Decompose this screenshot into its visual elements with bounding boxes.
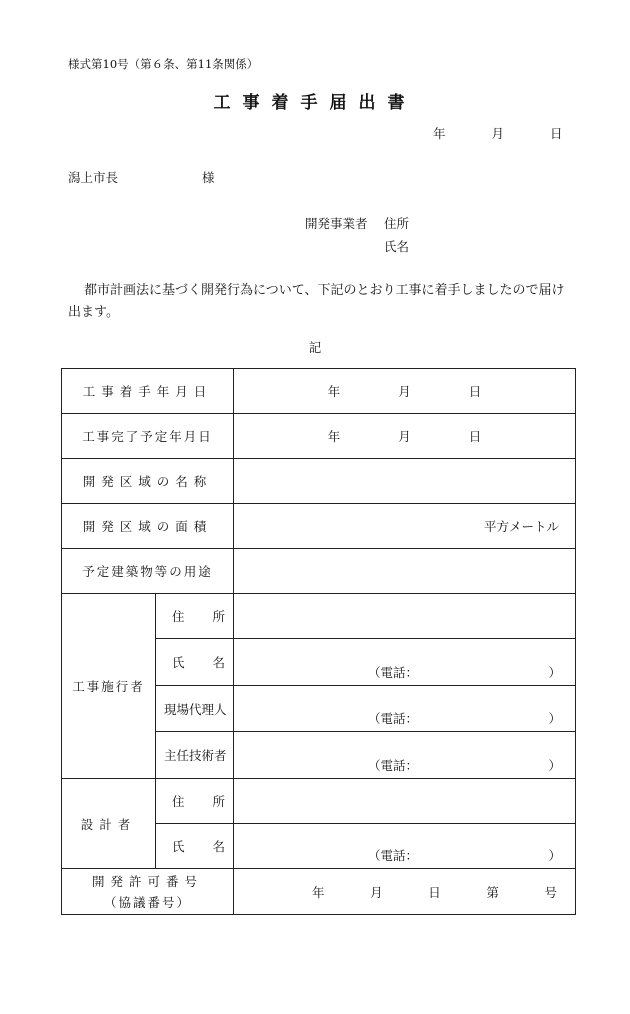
designer-name-field[interactable]: [234, 824, 576, 869]
building-use-field[interactable]: [234, 549, 576, 594]
name-char-1: 氏: [172, 839, 185, 854]
area-size-field[interactable]: [234, 504, 576, 549]
designer-address-label: [156, 779, 234, 824]
address-char-1: 住: [172, 794, 185, 809]
start-day: 日: [468, 384, 482, 399]
body-text: 都市計画法に基づく開発行為について、下記のとおり工事に着手しましたので届け出ます。: [68, 283, 565, 320]
date-year-label: 年: [433, 126, 446, 141]
name-char-1: 氏: [172, 655, 185, 670]
start-date-label: 工事着手年月日: [62, 369, 234, 414]
permit-year: 年: [312, 884, 325, 900]
designer-name-label: [156, 824, 234, 869]
phone-label: （電話：: [368, 665, 419, 680]
phone-label: （電話：: [368, 848, 419, 863]
chief-engineer-label: 主任技術者: [156, 732, 234, 779]
area-name-label: 開発区域の名称: [62, 459, 234, 504]
date-month-label: 月: [491, 126, 505, 141]
start-date-field[interactable]: [234, 369, 576, 414]
permit-gou: 号: [544, 884, 557, 900]
permit-dai: 第: [486, 884, 499, 900]
designer-label: 設計者: [62, 779, 156, 869]
applicant-address-label: 住所: [384, 216, 410, 231]
row-area-size: [62, 504, 576, 549]
addressee: [68, 168, 215, 186]
end-day: 日: [468, 429, 482, 444]
contractor-name-field[interactable]: [234, 639, 576, 686]
submission-date: [433, 124, 563, 142]
address-char-2: 所: [212, 794, 226, 809]
site-agent-field[interactable]: [234, 686, 576, 732]
site-agent-label: 現場代理人: [156, 686, 234, 732]
permit-month: 月: [370, 884, 383, 900]
end-year: 年: [327, 429, 341, 444]
phone-close: ）: [548, 711, 562, 726]
address-char-2: 所: [212, 609, 226, 624]
start-month: 月: [398, 384, 411, 399]
contractor-label: 工事施行者: [62, 594, 156, 779]
area-name-field[interactable]: [234, 459, 576, 504]
row-start-date: [62, 369, 576, 414]
address-char-1: 住: [172, 609, 185, 624]
date-day-label: 日: [550, 126, 563, 141]
applicant-name-label: 氏名: [384, 239, 410, 254]
permit-label-1: 開発許可番号: [92, 873, 204, 889]
end-date-field[interactable]: [234, 414, 576, 459]
row-contractor-address: [62, 594, 576, 639]
chief-engineer-field[interactable]: [234, 732, 576, 779]
form-number: 様式第10号（第６条、第11条関係）: [68, 57, 259, 71]
phone-close: ）: [548, 665, 562, 680]
permit-label: [62, 869, 234, 915]
phone-label: （電話：: [368, 758, 419, 773]
phone-label: （電話：: [368, 711, 419, 726]
building-use-label: 予定建築物等の用途: [62, 549, 234, 594]
row-area-name: [62, 459, 576, 504]
permit-label-2: （協議番号）: [104, 894, 192, 910]
contractor-address-field[interactable]: [234, 594, 576, 639]
row-designer-address: [62, 779, 576, 824]
applicant-role: 開発事業者: [305, 216, 368, 231]
form-table: [61, 368, 576, 915]
row-permit-number: [62, 869, 576, 915]
document-title: 工事着手届出書: [213, 93, 417, 113]
name-char-2: 名: [212, 839, 226, 854]
contractor-address-label: [156, 594, 234, 639]
area-unit: 平方メートル: [484, 519, 560, 534]
designer-address-field[interactable]: [234, 779, 576, 824]
permit-number-field[interactable]: [234, 869, 576, 915]
phone-close: ）: [548, 848, 562, 863]
end-month: 月: [398, 429, 411, 444]
end-date-label: 工事完了予定年月日: [62, 414, 234, 459]
addressee-city: 潟上市長: [68, 170, 119, 185]
contractor-name-label: [156, 639, 234, 686]
area-size-label: 開発区域の面積: [62, 504, 234, 549]
row-building-use: [62, 549, 576, 594]
permit-day: 日: [428, 884, 441, 900]
name-char-2: 名: [212, 655, 226, 670]
row-end-date: [62, 414, 576, 459]
phone-close: ）: [548, 758, 562, 773]
addressee-honorific: 様: [202, 170, 215, 185]
start-year: 年: [327, 384, 341, 399]
ki-marker: 記: [308, 340, 322, 355]
